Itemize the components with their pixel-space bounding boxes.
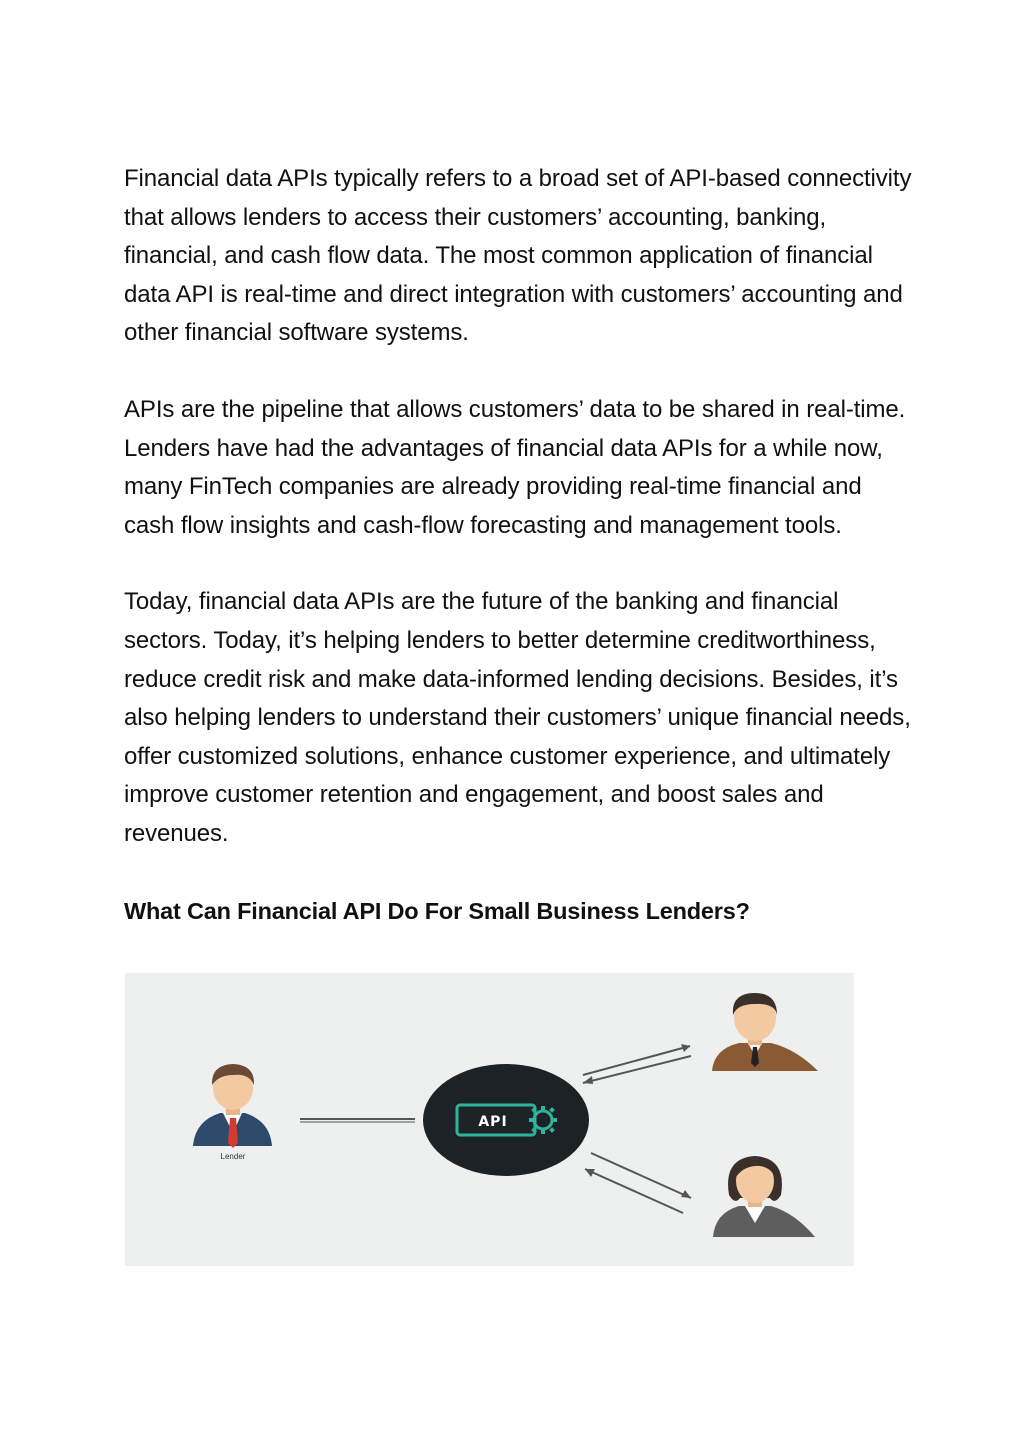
paragraph-future: Today, financial data APIs are the future of the banking and financial sectors. Today, it’s helping lenders to better determine creditworthiness, reduce credit risk and make data-informed lending decisions. Besides, it’s also helping lenders to understand their customers’ unique financial needs, offer customized solutions, enhance customer experience, and ultimately improve customer retention and engagement, and boost sales and revenues. xyxy=(124,588,911,847)
lender-api-connector xyxy=(300,1119,415,1122)
lender-label: Lender xyxy=(220,1152,246,1161)
api-node xyxy=(423,1064,589,1176)
arrow-line-from-customer-bottom xyxy=(585,1169,683,1213)
article-body xyxy=(124,160,914,930)
customer-female-icon xyxy=(713,1156,815,1237)
customer-female-suit xyxy=(713,1206,815,1237)
arrowhead-from-customer-top xyxy=(583,1076,593,1084)
paragraph-intro: Financial data APIs typically refers to a broad set of API-based connectivity that allows lenders to access their customers’ accounting, banking, financial, and cash flow data. The most common application of financial data API is real-time and direct integration with customers’ accounting and other financial software systems. xyxy=(124,165,912,347)
api-customer-top-arrows xyxy=(583,1044,691,1084)
api-diagram-svg xyxy=(125,973,854,1266)
customer-male-icon xyxy=(712,993,818,1071)
arrow-line-to-customer-bottom xyxy=(591,1153,691,1198)
customer-male-suit xyxy=(712,1043,818,1071)
api-diagram xyxy=(125,973,854,1266)
paragraph-pipeline: APIs are the pipeline that allows customers’ data to be shared in real-time. Lenders have had the advantages of financial data APIs for a while now, many FinTech companies are already providing real-time financial and cash flow insights and cash-flow forecasting and management tools. xyxy=(124,395,906,539)
lender-person-icon xyxy=(193,1064,272,1161)
api-customer-bottom-arrows xyxy=(585,1153,691,1213)
api-label: API xyxy=(478,1114,508,1130)
section-heading: What Can Financial API Do For Small Business Lenders? xyxy=(124,897,750,924)
